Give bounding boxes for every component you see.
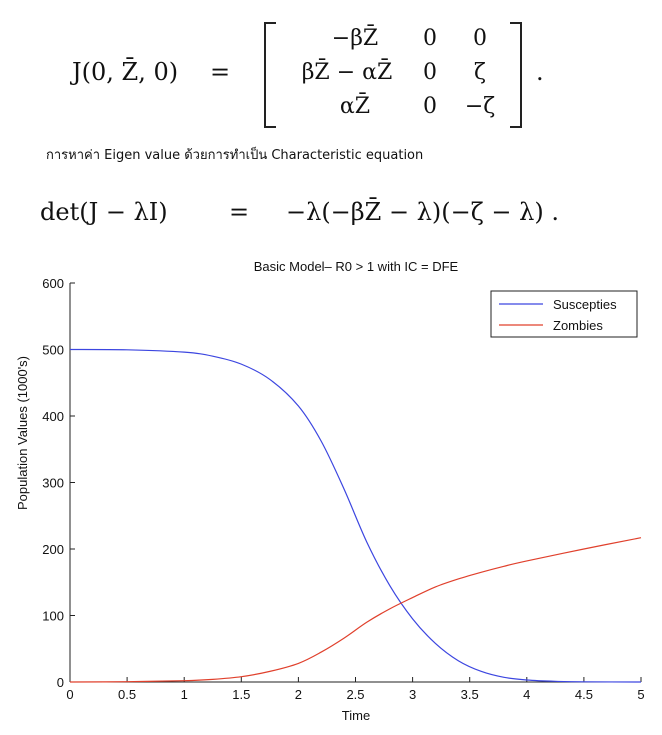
y-axis-label: Population Values (1000's) [15, 355, 30, 511]
x-tick-label: 3 [408, 687, 417, 702]
matrix-cell-1-0: βZ̄ − αZ̄ [301, 60, 393, 85]
population-line-chart [0, 250, 662, 735]
x-tick-label: 3.5 [460, 687, 479, 702]
y-tick-label: 100 [42, 608, 64, 624]
y-tick-label: 200 [42, 542, 64, 557]
y-tick-label: 0 [56, 675, 64, 690]
legend-label: Suscepties [553, 297, 617, 312]
x-tick-label: 2.5 [346, 687, 365, 702]
jacobian-equals: = [210, 58, 231, 86]
matrix-cell-1-2: ζ [474, 60, 486, 85]
det-rhs: −λ(−βZ̄ − λ)(−ζ − λ) . [286, 198, 559, 226]
x-axis-label: Time [341, 708, 371, 723]
det-equals: = [229, 198, 250, 226]
x-tick-label: 0.5 [118, 687, 137, 702]
x-tick-label: 2 [294, 687, 303, 702]
series-line-suscepties [70, 350, 641, 683]
x-tick-label: 0 [66, 687, 74, 702]
x-tick-label: 1.5 [232, 687, 251, 702]
matrix-cell-0-2: 0 [473, 26, 487, 51]
matrix-cell-2-2: −ζ [464, 94, 496, 119]
plot-area [42, 276, 644, 702]
legend-label: Zombies [553, 318, 603, 333]
chart-title: Basic Model– R0 > 1 with IC = DFE [253, 259, 459, 274]
matrix-right-bracket [510, 22, 522, 128]
eigen-caption: การหาค่า Eigen value ด้วยการทำเป็น Characteristic equation [46, 148, 424, 163]
matrix-cell-0-0: −βZ̄ [331, 26, 379, 51]
series-line-zombies [70, 538, 641, 682]
x-tick-label: 1 [180, 687, 188, 702]
x-tick-label: 5 [637, 687, 645, 702]
matrix-cell-2-0: αZ̄ [339, 94, 371, 119]
matrix-cell-1-1: 0 [423, 60, 437, 85]
jacobian-lhs: J(0, Z̄, 0) [72, 58, 179, 86]
jacobian-period: . [536, 58, 544, 86]
matrix-left-bracket [264, 22, 276, 128]
matrix-cell-0-1: 0 [423, 26, 437, 51]
y-tick-label: 500 [42, 342, 64, 358]
y-tick-label: 600 [42, 276, 64, 291]
y-tick-label: 300 [42, 475, 64, 491]
det-lhs: det(J − λI) [40, 198, 168, 226]
x-tick-label: 4.5 [574, 687, 593, 702]
matrix-cell-2-1: 0 [423, 94, 437, 119]
x-tick-label: 4 [523, 687, 531, 702]
y-tick-label: 400 [42, 409, 64, 424]
